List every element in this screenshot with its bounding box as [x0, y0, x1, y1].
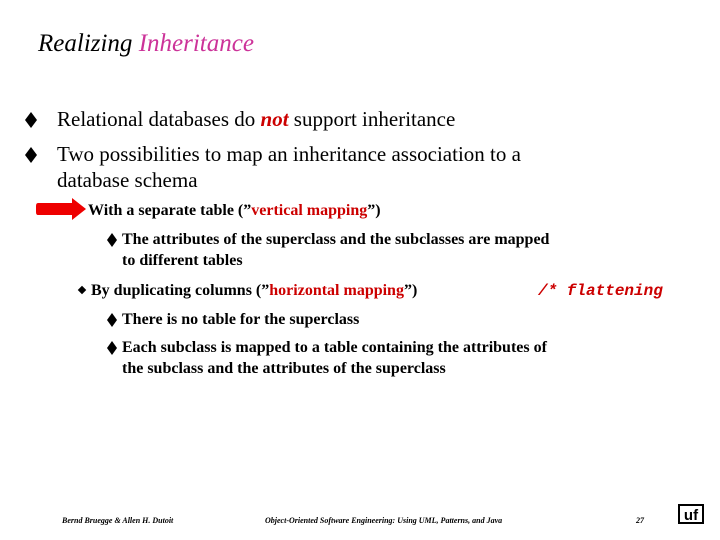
horizontal-mapping-highlight: horizontal mapping: [269, 282, 404, 299]
sub-item-no-table: There is no table for the superclass: [122, 311, 360, 328]
bullet-item-1: Relational databases do not support inheritance: [57, 106, 455, 132]
slide-title: [38, 30, 254, 58]
sub-item-attributes-mapped: The attributes of the superclass and the subclasses are mapped to different tables: [122, 231, 550, 269]
page-number: 27: [636, 516, 644, 525]
diamond-bullet-icon: [25, 112, 37, 128]
diamond-bullet-icon: [25, 147, 37, 163]
sub-item-subclass-mapped: Each subclass is mapped to a table containing the attributes of the subclass and the attributes of the superclass: [122, 339, 547, 377]
option-horizontal-mapping: By duplicating columns (”horizontal mapping”): [91, 282, 418, 299]
diamond-bullet-icon: [107, 341, 117, 355]
vertical-mapping-highlight: vertical mapping: [251, 202, 368, 219]
university-logo: uf: [678, 504, 704, 524]
red-arrow-icon: [36, 198, 86, 220]
footer-book-title: Object-Oriented Software Engineering: Using UML, Patterns, and Java: [265, 516, 503, 525]
title-text: Realizing: [38, 30, 139, 57]
footer-authors: Bernd Bruegge & Allen H. Dutoit: [62, 516, 174, 525]
square-bullet-icon: [78, 286, 86, 294]
title-accent: Inheritance: [138, 30, 254, 57]
flattening-comment: /* flattening: [538, 282, 663, 300]
emphasis-not: not: [260, 107, 289, 131]
diamond-bullet-icon: [107, 233, 117, 247]
option-vertical-mapping: With a separate table (”vertical mapping”): [88, 202, 381, 219]
bullet-item-2: Two possibilities to map an inheritance association to a database schema: [57, 141, 521, 193]
diamond-bullet-icon: [107, 313, 117, 327]
